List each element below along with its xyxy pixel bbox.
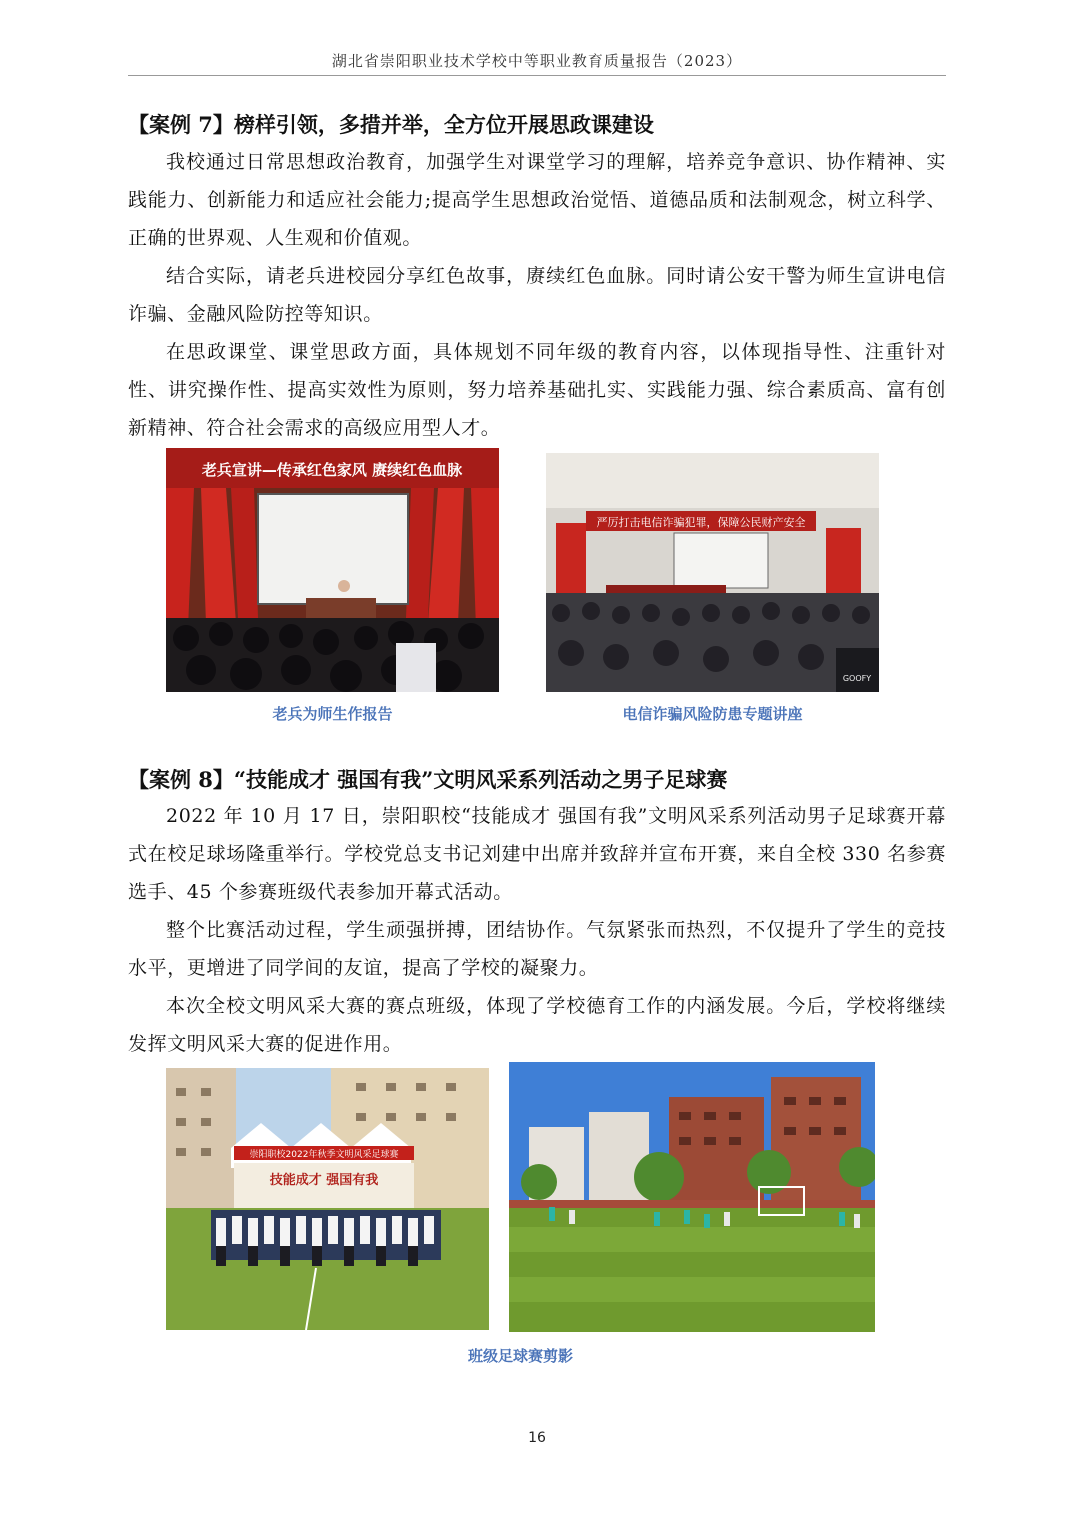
- stage-backdrop-text: 技能成才 强国有我: [269, 1173, 379, 1188]
- veteran-banner-text: 老兵宣讲—传承红色家风 赓续红色血脉: [201, 461, 463, 479]
- photo-veteran-caption: 老兵为师生作报告: [272, 705, 393, 723]
- case7-paragraph-1: 我校通过日常思想政治教育，加强学生对课堂学习的理解，培养竞争意识、协作精神、实践能力、创新能力和适应社会能力;提高学生思想政治觉悟、道德品质和法制观念，树立科学、正确的世界观、人生观和价值观。: [128, 151, 946, 249]
- case8-title: 【案例 8】“技能成才 强国有我”文明风采系列活动之男子足球赛: [128, 767, 728, 792]
- fraud-banner-text: 严厉打击电信诈骗犯罪，保障公民财产安全: [596, 516, 806, 529]
- photo-football-opening: [166, 1068, 489, 1330]
- case8-paragraph-3: 本次全校文明风采大赛的赛点班级，体现了学校德育工作的内涵发展。今后，学校将继续发挥文明风采大赛的促进作用。: [128, 995, 946, 1055]
- fraud-shirt-text: GOOFY: [842, 674, 872, 683]
- photo-fraud-lecture: [546, 453, 879, 692]
- page-header: 湖北省崇阳职业技术学校中等职业教育质量报告（2023）: [331, 52, 743, 70]
- photo-veteran-report: [166, 448, 499, 692]
- photo-football-match: [509, 1062, 875, 1332]
- page-number: 16: [528, 1430, 546, 1446]
- case8-paragraph-2: 整个比赛活动过程，学生顽强拼搏，团结协作。气氛紧张而热烈，不仅提升了学生的竞技水平，更增进了同学间的友谊，提高了学校的凝聚力。: [128, 919, 946, 979]
- case7-paragraph-2: 结合实际，请老兵进校园分享红色故事，赓续红色血脉。同时请公安干警为师生宣讲电信诈骗、金融风险防控等知识。: [128, 265, 946, 325]
- case7-paragraph-3: 在思政课堂、课堂思政方面，具体规划不同年级的教育内容，以体现指导性、注重针对性、讲究操作性、提高实效性为原则，努力培养基础扎实、实践能力强、综合素质高、富有创新精神、符合社会需求的高级应用型人才。: [128, 341, 946, 439]
- header-divider: [128, 75, 946, 76]
- case8-paragraph-1: 2022 年 10 月 17 日，崇阳职校“技能成才 强国有我”文明风采系列活动男子足球赛开幕式在校足球场隆重举行。学校党总支书记刘建中出席并致辞并宣布开赛，来自全校 330 名参赛选手、45 个参赛班级代表参加开幕式活动。: [128, 805, 946, 903]
- stage-banner-text: 崇阳职校2022年秋季文明风采足球赛: [249, 1150, 399, 1160]
- photo-football-caption: 班级足球赛剪影: [467, 1347, 573, 1365]
- case7-title: 【案例 7】榜样引领，多措并举，全方位开展思政课建设: [128, 112, 654, 137]
- photo-fraud-caption: 电信诈骗风险防患专题讲座: [622, 705, 803, 723]
